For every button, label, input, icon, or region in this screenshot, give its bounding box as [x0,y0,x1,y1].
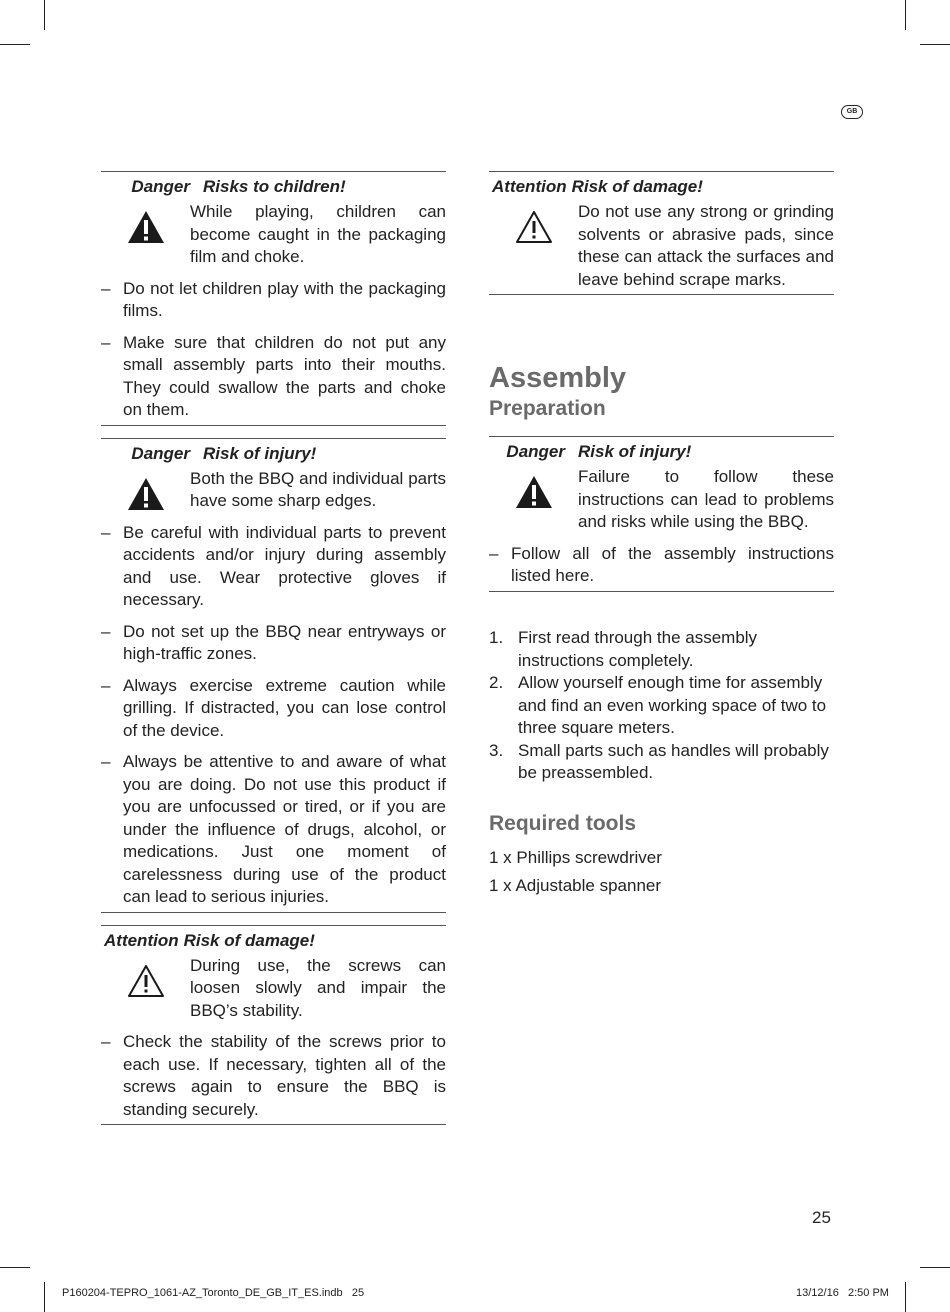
attention-box-damage [101,925,446,1126]
warning-filled-icon [101,468,190,513]
warning-filled-icon [101,201,190,269]
crop-mark [0,44,30,45]
footer-date: 13/12/16 2:50 PM [796,1287,889,1299]
warning-header [489,176,834,198]
list-item: 1 x Phillips screwdriver [489,848,662,867]
warning-header [489,441,834,463]
list-item: – Do not let children play with the packaging films. [101,278,446,320]
crop-mark [920,44,950,45]
warning-header [101,176,446,198]
list-item: 1. First read through the assembly instructions completely. [489,628,758,670]
warning-label: Attention [492,177,567,196]
warning-text: Do not use any strong or grinding solvents or abrasive pads, since these can attack the surfaces and leave behind scrape marks. [578,202,834,289]
left-column [101,171,446,1125]
warning-outline-icon [101,955,190,1023]
tools-heading: Required tools [489,812,637,835]
warning-title: Risk of injury! [203,443,317,463]
language-badge: GB [841,105,863,119]
danger-box-children [101,171,446,426]
crop-mark [44,1282,45,1312]
attention-box-solvents [489,171,834,295]
list-item: – Always exercise extreme caution while grilling. If distracted, you can lose control of the device. [101,675,446,740]
danger-box-instructions [489,436,834,592]
warning-text: Both the BBQ and individual parts have some sharp edges. [190,468,446,510]
list-item: – Be careful with individual parts to prevent accidents and/or injury during assembly and use. Wear protective gloves if necessary. [101,522,446,609]
warning-filled-icon [489,466,578,534]
warning-header [101,930,446,952]
page-number: 25 [812,1208,831,1227]
crop-mark [44,0,45,30]
assembly-steps [489,627,834,785]
warning-text: During use, the screws can loosen slowly and impair the BBQ’s stability. [190,955,446,1020]
warning-title: Risk of damage! [183,930,315,950]
tools-list [489,844,662,900]
list-item: – Always be attentive to and aware of what you are doing. Do not use this product if you are unfocussed or tired, or if you are under the influence of drugs, alcohol, or medications. Just one moment of carelessness during use of the product can lead to serious injuries. [101,752,446,906]
list-item: 2. Allow yourself enough time for assembly and find an even working space of two to three square meters. [489,673,827,737]
list-item: – Check the stability of the screws prior to each use. If necessary, tighten all of the screws again to ensure the BBQ is standing securely. [101,1032,446,1119]
list-item: 3. Small parts such as handles will probably be preassembled. [489,740,829,782]
warning-text: Failure to follow these instructions can lead to problems and risks while using the BBQ. [578,467,834,531]
warning-title: Risk of injury! [578,442,692,461]
crop-mark [905,0,906,30]
warning-title: Risks to children! [203,177,346,196]
warning-label: Attention [104,930,179,950]
crop-mark [0,1267,30,1268]
section-heading: Assembly [489,362,627,394]
right-column-danger [489,436,834,592]
section-subheading: Preparation [489,397,606,420]
crop-mark [920,1267,950,1268]
right-column-top [489,171,834,295]
warning-text: While playing, children can become caught in the packaging film and choke. [190,202,446,266]
warning-header [101,443,446,465]
list-item: – Make sure that children do not put any small assembly parts into their mouths. They could swallow the parts and choke on them. [101,332,446,419]
warning-label: Danger [506,442,565,461]
footer-file: P160204-TEPRO_1061-AZ_Toronto_DE_GB_IT_ES.indb 25 [62,1287,365,1299]
warning-title: Risk of damage! [571,177,703,196]
list-item: – Follow all of the assembly instructions listed here. [489,543,834,585]
list-item: – Do not set up the BBQ near entryways or high-traffic zones. [101,621,446,663]
warning-label: Danger [131,177,190,196]
warning-label: Danger [131,443,190,463]
list-item: 1 x Adjustable spanner [489,876,662,895]
warning-outline-icon [489,201,578,291]
danger-box-injury [101,438,446,913]
crop-mark [905,1282,906,1312]
